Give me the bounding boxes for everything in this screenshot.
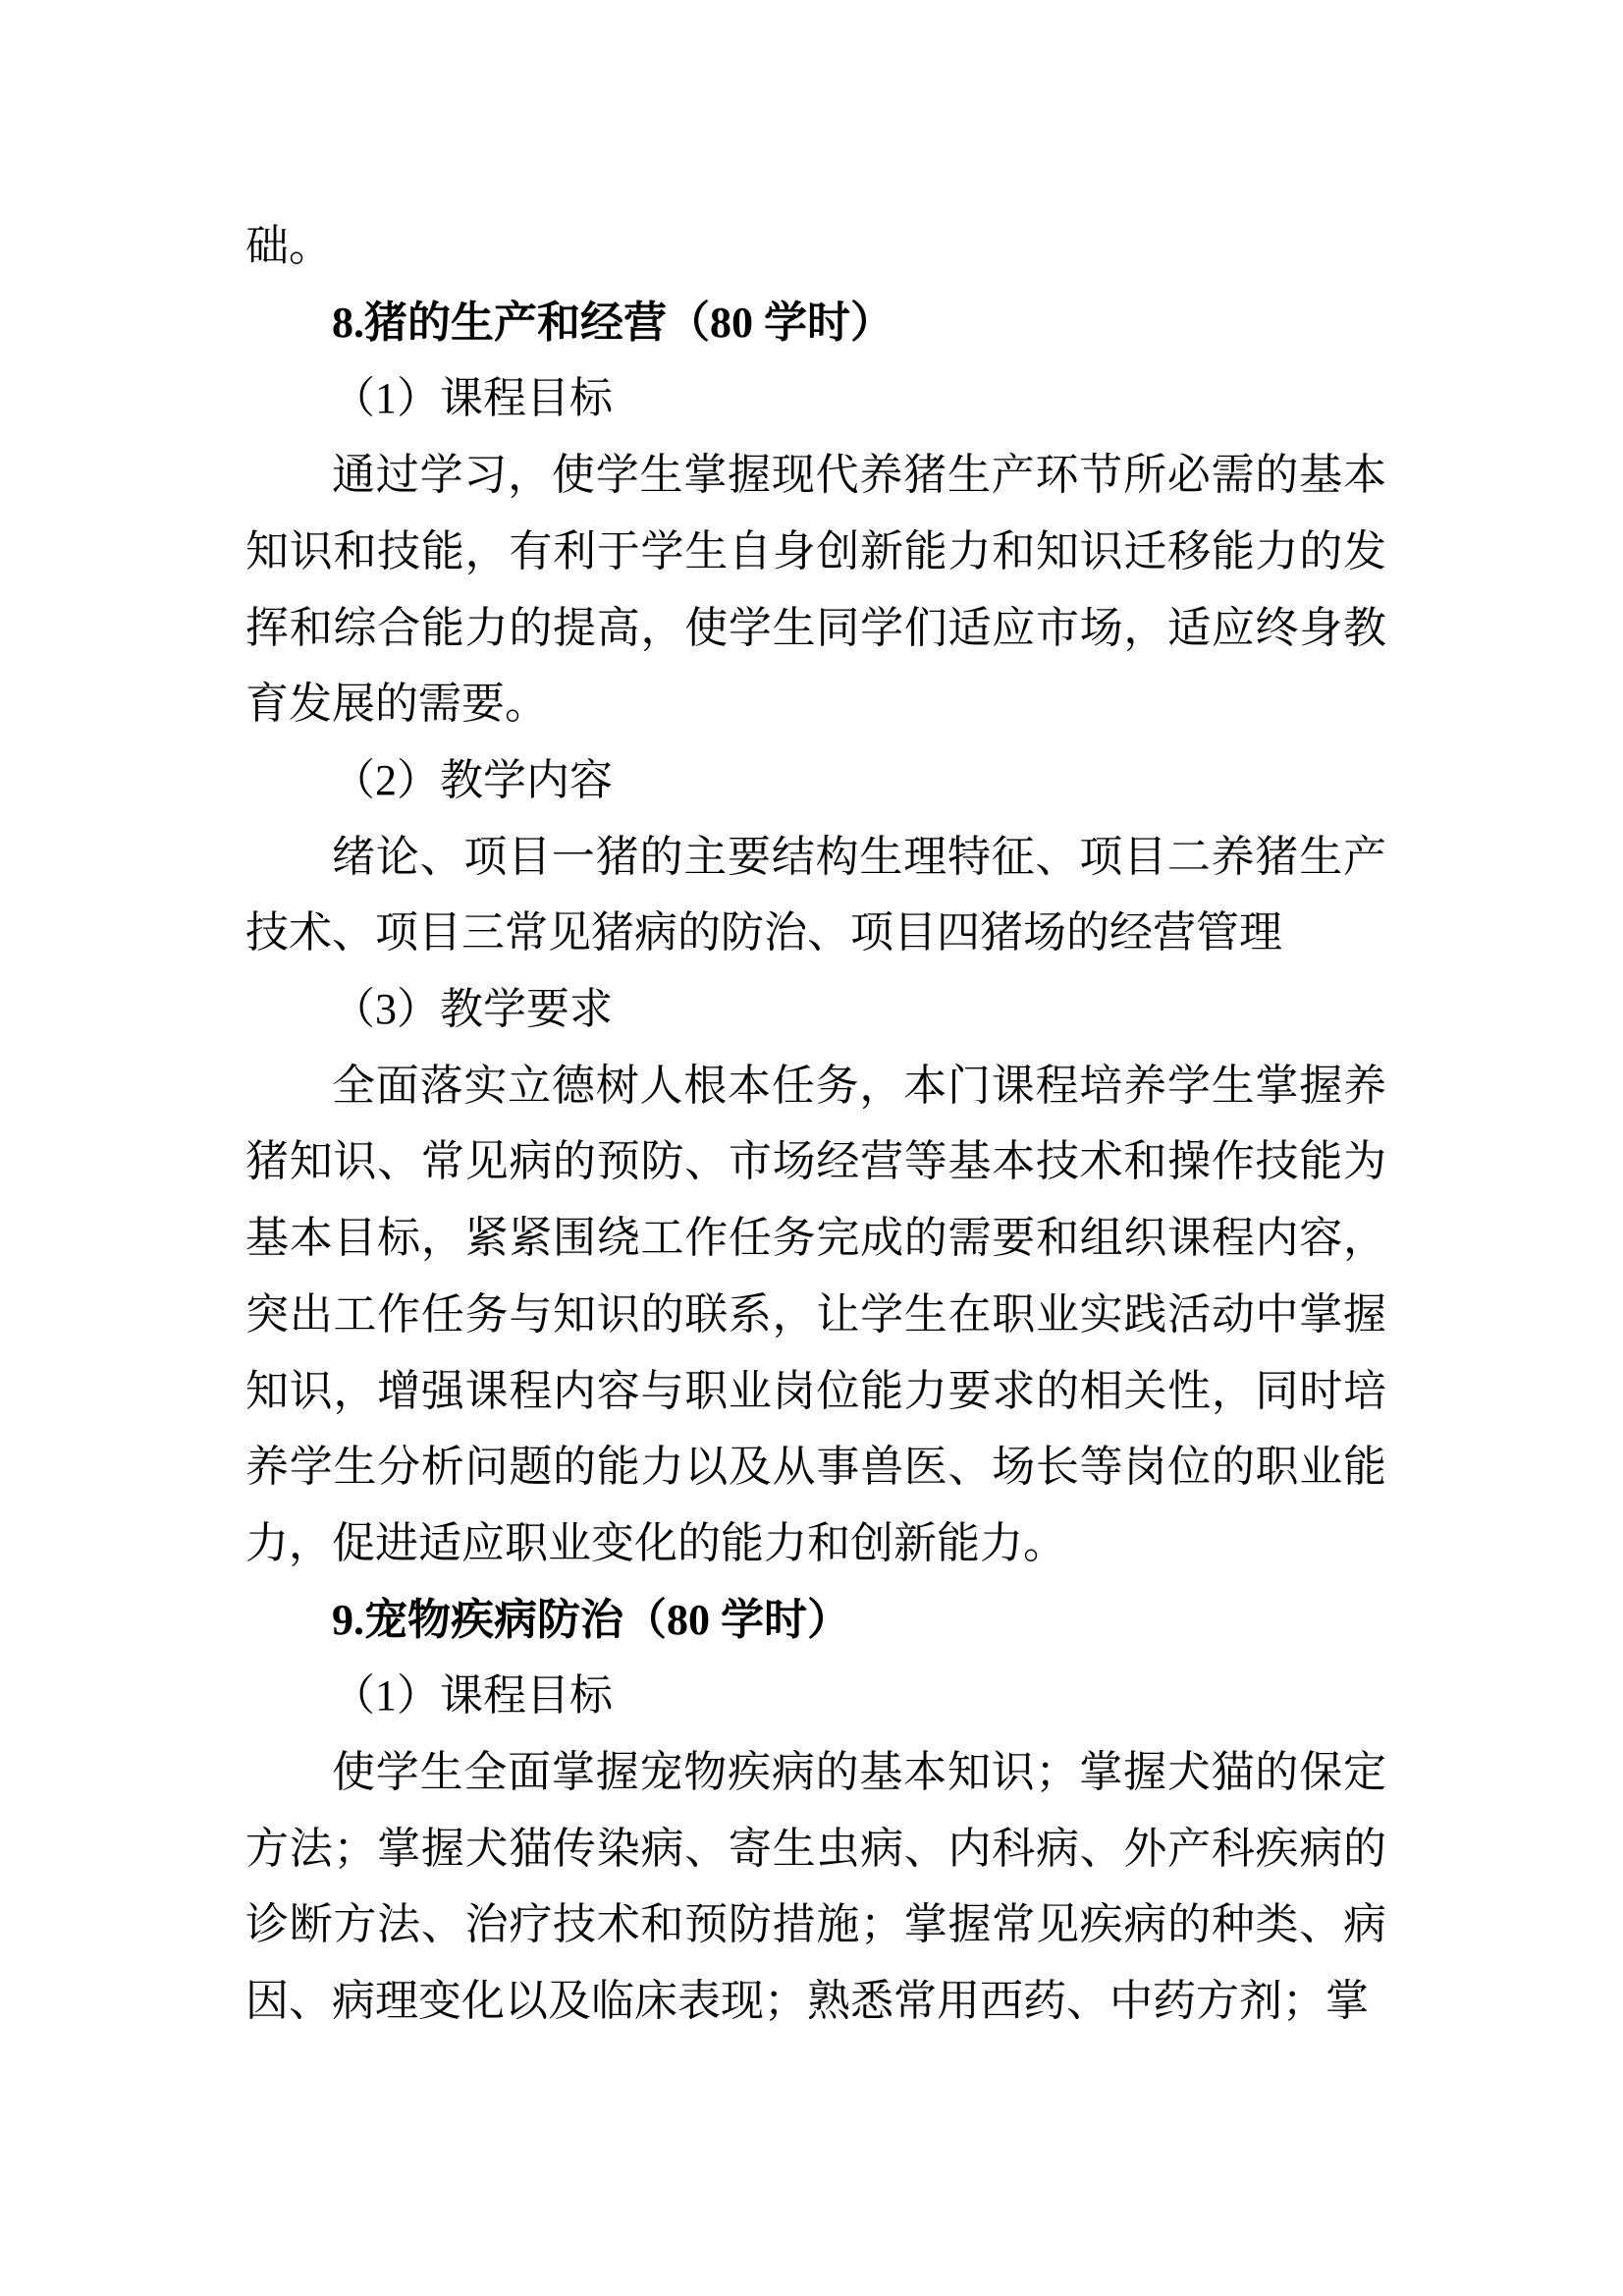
paragraph-8-requirements: 全面落实立德树人根本任务，本门课程培养学生掌握养猪知识、常见病的预防、市场经营等基本技术和操作技能为基本目标，紧紧围绕工作任务完成的需要和组织课程内容，突出工作任务与知识的联系，让学生在职业实践活动中掌握知识，增强课程内容与职业岗位能力要求的相关性，同时培养学生分析问题的能力以及从事兽医、场长等岗位的职业能力，促进适应职业变化的能力和创新能力。 [245,1061,1386,1567]
paragraph-9-objectives: 使学生全面掌握宠物疾病的基本知识；掌握犬猫的保定方法；掌握犬猫传染病、寄生虫病、内科病、外产科疾病的诊断方法、治疗技术和预防措施；掌握常见疾病的种类、病因、病理变化以及临床表现；熟悉常用西药、中药方剂；掌 [245,1748,1386,2026]
subheading-9-objectives: （1）课程目标 [332,1671,613,1721]
heading-course-8: 8.猪的生产和经营（80 学时） [332,298,893,347]
subheading-8-content: （2）教学内容 [332,755,613,804]
heading-course-9: 9.宠物疾病防治（80 学时） [332,1595,850,1644]
paragraph-8-objectives: 通过学习，使学生掌握现代养猪生产环节所必需的基本知识和技能，有利于学生自身创新能力和知识迁移能力的发挥和综合能力的提高，使学生同学们适应市场，适应终身教育发展的需要。 [245,451,1386,729]
subheading-8-requirements: （3）教学要求 [332,985,613,1034]
paragraph-8-content: 绪论、项目一猪的主要结构生理特征、项目二养猪生产技术、项目三常见猪病的防治、项目四猪场的经营管理 [245,832,1386,957]
subheading-8-objectives: （1）课程目标 [332,374,613,423]
document-text-block [245,208,1386,2040]
paragraph-continuation: 础。 [245,222,332,270]
